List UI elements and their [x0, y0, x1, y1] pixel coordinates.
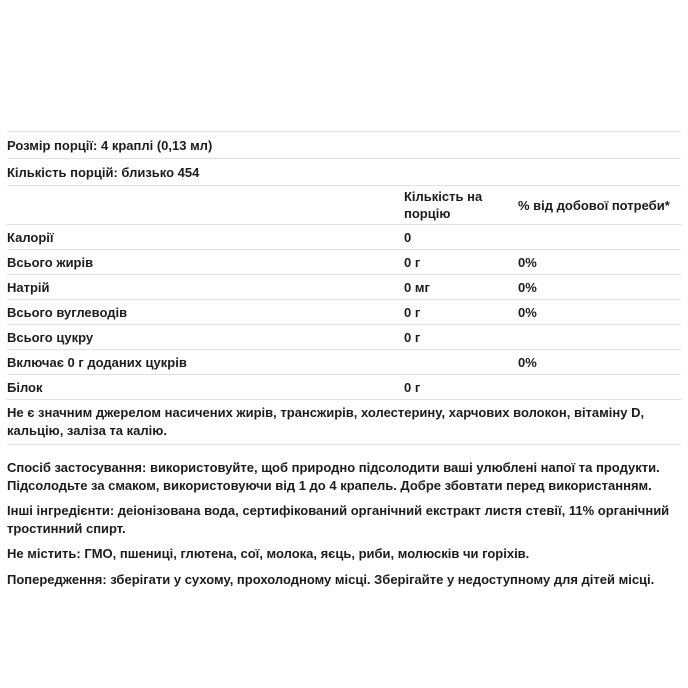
table-header-row [7, 186, 681, 225]
nutrient-row-added-sugars [7, 350, 681, 375]
nutrient-row-total-sugars [7, 325, 681, 350]
servings-count-text: Кількість порцій: близько 454 [7, 164, 200, 180]
nutrient-label: Включає 0 г доданих цукрів [7, 354, 187, 370]
nutrient-dv: 0% [518, 354, 537, 370]
nutrient-dv: 0% [518, 279, 537, 295]
directions-note: Спосіб застосування: використовуйте, щоб природно підсолодити ваші улюблені напої та продукти. Підсолодьте за смаком, використовуючи від 1 до 4 крапель. Добре збовтати перед використанням. [7, 460, 660, 493]
nutrient-amount: 0 г [404, 329, 421, 345]
serving-size-row [7, 132, 681, 159]
nutrient-label: Калорії [7, 229, 54, 245]
servings-count-row [7, 159, 681, 186]
nutrient-amount: 0 г [404, 304, 421, 320]
nutrient-row-sodium [7, 275, 681, 300]
nutrient-dv: 0% [518, 304, 537, 320]
column-header-dv: % від добової потреби* [518, 197, 670, 213]
nutrient-amount: 0 мг [404, 279, 430, 295]
nutrient-label: Всього вуглеводів [7, 304, 128, 320]
warning-note: Попередження: зберігати у сухому, прохолодному місці. Зберігайте у недоступному для дітей місці. [7, 571, 655, 587]
nutrient-label: Всього цукру [7, 329, 94, 345]
nutrient-amount: 0 г [404, 254, 421, 270]
nutrient-amount: 0 г [404, 379, 421, 395]
serving-size-text: Розмір порції: 4 краплі (0,13 мл) [7, 137, 213, 153]
nutrient-row-calories [7, 225, 681, 250]
nutrient-amount: 0 [404, 229, 412, 245]
nutrient-label: Білок [7, 379, 43, 395]
allergen-free-note: Не містить: ГМО, пшениці, глютена, сої, молока, яєць, риби, молюсків чи горіхів. [7, 546, 530, 561]
column-header-amount: Кількість на порцію [404, 189, 483, 221]
nutrient-row-total-carbs [7, 300, 681, 325]
supplement-facts-table [7, 131, 681, 445]
notes-section [7, 459, 681, 588]
nutrient-label: Натрій [7, 279, 50, 295]
nutrient-row-total-fat [7, 250, 681, 275]
not-significant-source-footnote: Не є значним джерелом насичених жирів, трансжирів, холестерину, харчових волокон, вітаміну D, кальцію, заліза та калію. [7, 400, 681, 445]
other-ingredients-note: Інші інгредієнти: деіонізована вода, сертифікований органічний екстракт листя стевії, 11% органічний тростинний спирт. [7, 503, 670, 536]
nutrient-label: Всього жирів [7, 254, 94, 270]
nutrient-row-protein [7, 375, 681, 400]
nutrient-dv: 0% [518, 254, 537, 270]
